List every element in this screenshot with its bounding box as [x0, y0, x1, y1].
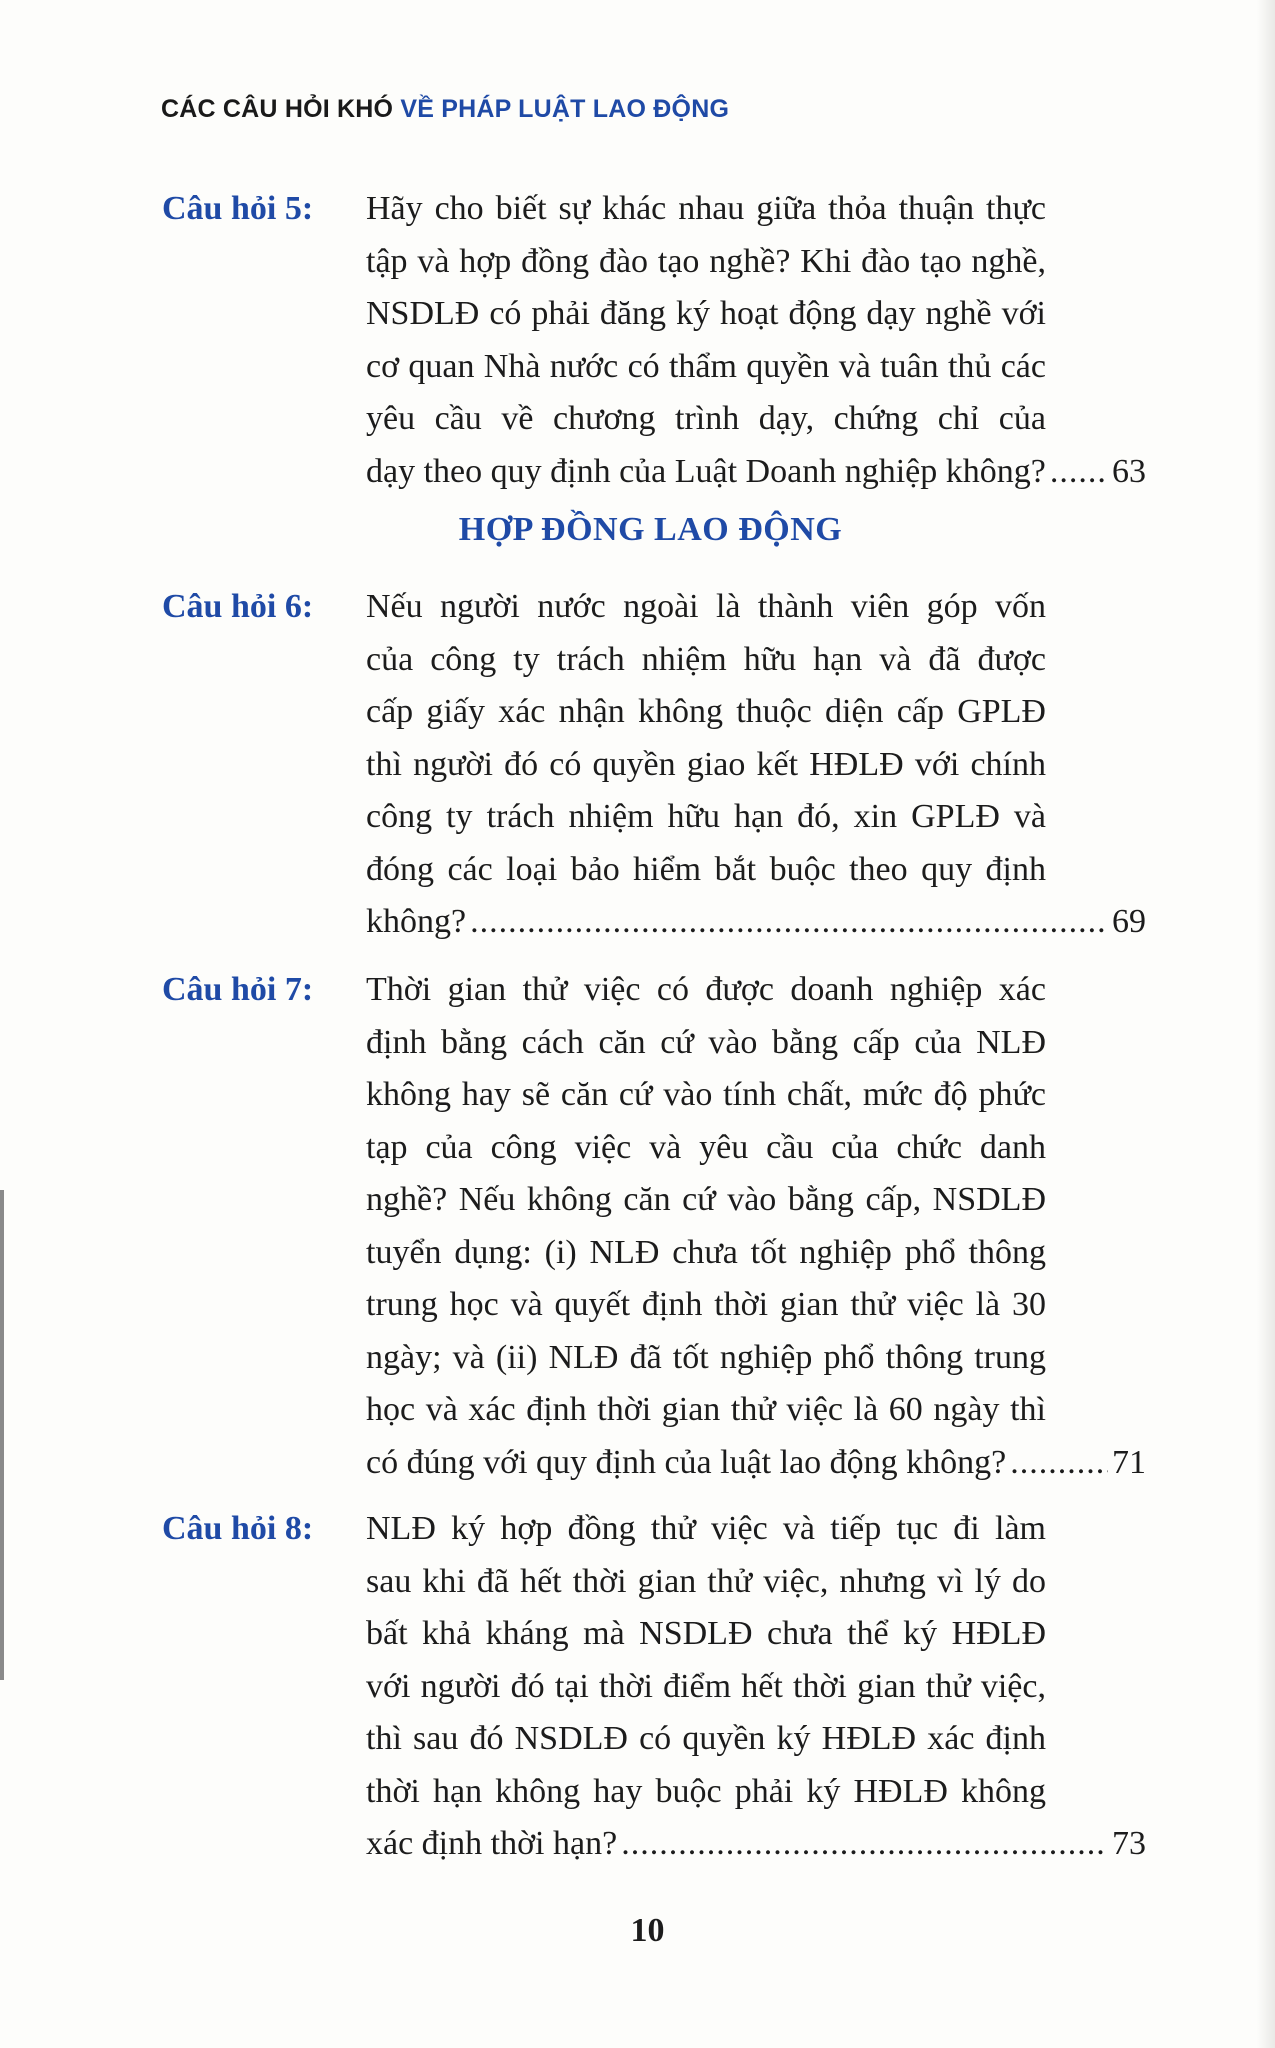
question-line: công ty trách nhiệm hữu hạn đó, xin GPLĐ và	[366, 798, 1046, 835]
question-line: bất khả kháng mà NSDLĐ chưa thể ký HĐLĐ	[366, 1615, 1046, 1652]
dot-leader	[621, 1818, 1108, 1871]
question-last-line	[366, 446, 1146, 499]
question-line: Hãy cho biết sự khác nhau giữa thỏa thuận thực	[366, 190, 1046, 227]
question-line: đóng các loại bảo hiểm bắt buộc theo quy định	[366, 850, 1046, 888]
question-line: học và xác định thời gian thử việc là 60 ngày thì	[366, 1391, 1046, 1428]
question-line: không?	[366, 903, 467, 940]
question-last-line	[366, 1437, 1146, 1490]
question-line: NLĐ ký hợp đồng thử việc và tiếp tục đi làm	[366, 1510, 1046, 1547]
question-line: sau khi đã hết thời gian thử việc, nhưng vì lý do	[366, 1562, 1046, 1600]
question-text	[366, 183, 1146, 498]
question-line: với người đó tại thời điểm hết thời gian thử việc,	[366, 1667, 1046, 1705]
question-line: tập và hợp đồng đào tạo nghề? Khi đào tạo nghề,	[366, 242, 1046, 280]
question-line: định bằng cách căn cứ vào bằng cấp của NLĐ	[366, 1023, 1046, 1061]
page-reference[interactable]: 73	[1112, 1825, 1146, 1862]
question-label: Câu hỏi 5:	[162, 190, 314, 227]
question-label: Câu hỏi 8:	[162, 1510, 314, 1547]
question-line: xác định thời hạn?	[366, 1825, 618, 1862]
page-edge-shadow	[1257, 0, 1275, 2048]
header-title-part2: VỀ PHÁP LUẬT LAO ĐỘNG	[400, 95, 730, 123]
dot-leader	[1010, 1437, 1108, 1490]
header-title-part1: CÁC CÂU HỎI KHÓ	[161, 95, 394, 123]
question-text	[366, 964, 1146, 1489]
question-text	[366, 1503, 1146, 1871]
question-line: nghề? Nếu không căn cứ vào bằng cấp, NSDLĐ	[366, 1181, 1046, 1218]
question-line: trung học và quyết định thời gian thử việc là 30	[366, 1286, 1046, 1323]
page-reference[interactable]: 63	[1112, 452, 1146, 490]
question-line: thời hạn không hay buộc phải ký HĐLĐ không	[366, 1772, 1046, 1810]
page-binding-mark	[0, 1190, 4, 1680]
section-heading: HỢP ĐỒNG LAO ĐỘNG	[458, 511, 843, 548]
page-reference[interactable]: 71	[1112, 1443, 1146, 1481]
dot-leader	[1050, 446, 1108, 499]
question-line: NSDLĐ có phải đăng ký hoạt động dạy nghề với	[366, 295, 1046, 332]
question-line: thì sau đó NSDLĐ có quyền ký HĐLĐ xác định	[366, 1720, 1046, 1757]
question-line: Nếu người nước ngoài là thành viên góp vốn	[366, 588, 1046, 625]
question-line: yêu cầu về chương trình dạy, chứng chỉ của	[366, 400, 1046, 437]
question-line: không hay sẽ căn cứ vào tính chất, mức độ phức	[366, 1076, 1046, 1113]
question-line: tạp của công việc và yêu cầu của chức danh	[366, 1128, 1046, 1166]
question-last-line	[366, 896, 1146, 949]
question-text	[366, 581, 1146, 949]
question-line: thì người đó có quyền giao kết HĐLĐ với chính	[366, 745, 1046, 783]
page-number: 10	[630, 1912, 665, 1949]
question-line: Thời gian thử việc có được doanh nghiệp xác	[366, 971, 1046, 1008]
running-header	[161, 95, 729, 124]
question-line: cấp giấy xác nhận không thuộc diện cấp GPLĐ	[366, 693, 1046, 730]
question-line: cơ quan Nhà nước có thẩm quyền và tuân thủ các	[366, 347, 1046, 385]
dot-leader	[470, 896, 1108, 949]
question-line: tuyển dụng: (i) NLĐ chưa tốt nghiệp phổ thông	[366, 1233, 1046, 1271]
question-line: ngày; và (ii) NLĐ đã tốt nghiệp phổ thông trung	[366, 1338, 1046, 1376]
question-label: Câu hỏi 6:	[162, 588, 314, 625]
question-last-line	[366, 1818, 1146, 1871]
page-reference[interactable]: 69	[1112, 903, 1146, 940]
question-line: dạy theo quy định của Luật Doanh nghiệp không?	[366, 452, 1046, 490]
question-line: có đúng với quy định của luật lao động không?	[366, 1443, 1007, 1481]
question-line: của công ty trách nhiệm hữu hạn và đã được	[366, 640, 1046, 678]
question-label: Câu hỏi 7:	[162, 971, 314, 1008]
